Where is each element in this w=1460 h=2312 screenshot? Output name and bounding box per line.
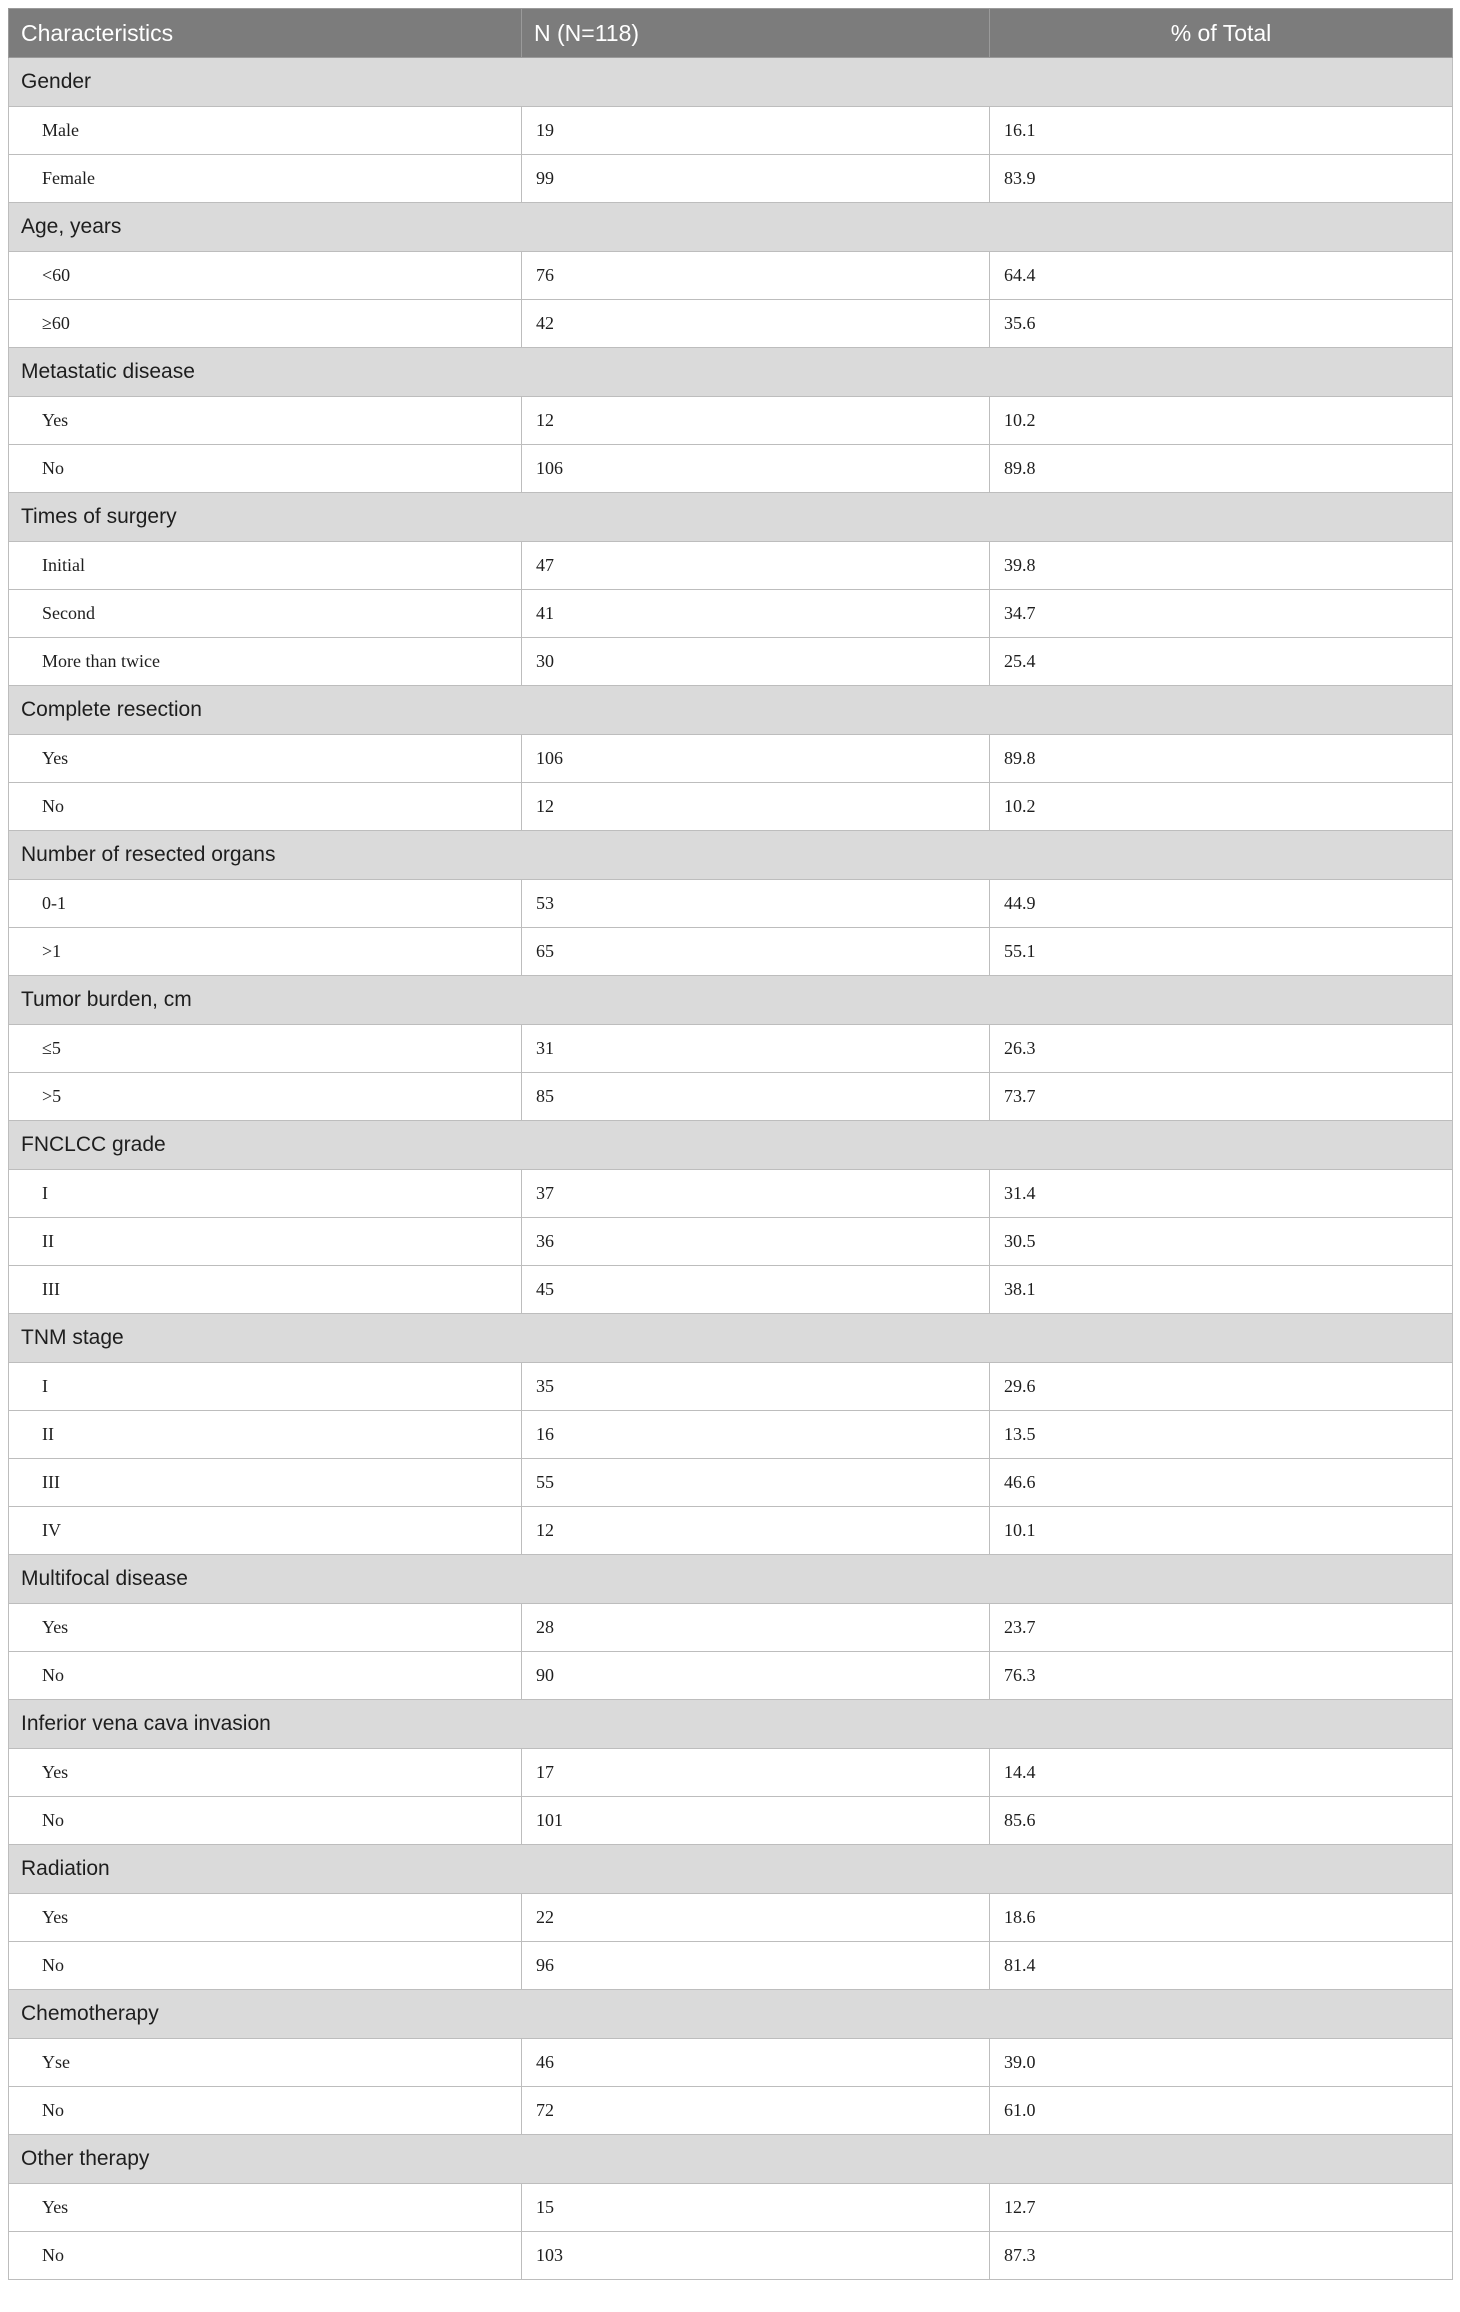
row-label: Yes bbox=[9, 735, 522, 783]
row-percent-value: 39.0 bbox=[990, 2039, 1453, 2087]
table-row bbox=[9, 1652, 1453, 1700]
table-row bbox=[9, 1942, 1453, 1990]
section-title: Number of resected organs bbox=[9, 831, 1453, 880]
table-body bbox=[9, 58, 1453, 2280]
row-label: No bbox=[9, 783, 522, 831]
row-n-value: 42 bbox=[522, 300, 990, 348]
row-label: Yse bbox=[9, 2039, 522, 2087]
row-percent-value: 46.6 bbox=[990, 1459, 1453, 1507]
table-row bbox=[9, 2039, 1453, 2087]
row-percent-value: 38.1 bbox=[990, 1266, 1453, 1314]
row-n-value: 28 bbox=[522, 1604, 990, 1652]
row-n-value: 55 bbox=[522, 1459, 990, 1507]
row-label: II bbox=[9, 1411, 522, 1459]
header-row bbox=[9, 9, 1453, 58]
row-percent-value: 16.1 bbox=[990, 107, 1453, 155]
row-label: More than twice bbox=[9, 638, 522, 686]
table-row bbox=[9, 1507, 1453, 1555]
row-n-value: 106 bbox=[522, 735, 990, 783]
row-label: IV bbox=[9, 1507, 522, 1555]
row-n-value: 47 bbox=[522, 542, 990, 590]
row-label: Yes bbox=[9, 2184, 522, 2232]
section-title: Gender bbox=[9, 58, 1453, 107]
row-n-value: 76 bbox=[522, 252, 990, 300]
table-row bbox=[9, 1797, 1453, 1845]
header-characteristics: Characteristics bbox=[9, 9, 522, 58]
table-row bbox=[9, 2184, 1453, 2232]
table-row bbox=[9, 445, 1453, 493]
row-n-value: 19 bbox=[522, 107, 990, 155]
section-row bbox=[9, 58, 1453, 107]
row-percent-value: 87.3 bbox=[990, 2232, 1453, 2280]
row-n-value: 31 bbox=[522, 1025, 990, 1073]
section-row bbox=[9, 976, 1453, 1025]
table-row bbox=[9, 1170, 1453, 1218]
row-percent-value: 25.4 bbox=[990, 638, 1453, 686]
section-row bbox=[9, 493, 1453, 542]
table-row bbox=[9, 1459, 1453, 1507]
table-row bbox=[9, 638, 1453, 686]
table-row bbox=[9, 880, 1453, 928]
row-n-value: 41 bbox=[522, 590, 990, 638]
section-title: FNCLCC grade bbox=[9, 1121, 1453, 1170]
table-row bbox=[9, 542, 1453, 590]
row-percent-value: 61.0 bbox=[990, 2087, 1453, 2135]
table-row bbox=[9, 2232, 1453, 2280]
characteristics-table bbox=[8, 8, 1453, 2280]
row-label: Yes bbox=[9, 1894, 522, 1942]
row-label: Yes bbox=[9, 397, 522, 445]
section-row bbox=[9, 348, 1453, 397]
row-label: III bbox=[9, 1266, 522, 1314]
row-percent-value: 18.6 bbox=[990, 1894, 1453, 1942]
row-label: >5 bbox=[9, 1073, 522, 1121]
row-percent-value: 12.7 bbox=[990, 2184, 1453, 2232]
row-n-value: 96 bbox=[522, 1942, 990, 1990]
table-row bbox=[9, 783, 1453, 831]
row-n-value: 101 bbox=[522, 1797, 990, 1845]
row-label: >1 bbox=[9, 928, 522, 976]
row-label: Male bbox=[9, 107, 522, 155]
row-n-value: 36 bbox=[522, 1218, 990, 1266]
section-title: Inferior vena cava invasion bbox=[9, 1700, 1453, 1749]
row-label: No bbox=[9, 1942, 522, 1990]
table-row bbox=[9, 397, 1453, 445]
row-percent-value: 29.6 bbox=[990, 1363, 1453, 1411]
section-row bbox=[9, 1990, 1453, 2039]
table-row bbox=[9, 1073, 1453, 1121]
table-row bbox=[9, 1266, 1453, 1314]
row-n-value: 106 bbox=[522, 445, 990, 493]
section-title: Metastatic disease bbox=[9, 348, 1453, 397]
section-title: Age, years bbox=[9, 203, 1453, 252]
row-n-value: 12 bbox=[522, 783, 990, 831]
table-row bbox=[9, 252, 1453, 300]
table-row bbox=[9, 107, 1453, 155]
row-percent-value: 10.1 bbox=[990, 1507, 1453, 1555]
row-label: No bbox=[9, 1652, 522, 1700]
table-row bbox=[9, 155, 1453, 203]
row-n-value: 85 bbox=[522, 1073, 990, 1121]
row-n-value: 45 bbox=[522, 1266, 990, 1314]
row-label: Female bbox=[9, 155, 522, 203]
row-percent-value: 13.5 bbox=[990, 1411, 1453, 1459]
row-percent-value: 31.4 bbox=[990, 1170, 1453, 1218]
section-row bbox=[9, 203, 1453, 252]
section-row bbox=[9, 1555, 1453, 1604]
section-title: Tumor burden, cm bbox=[9, 976, 1453, 1025]
row-n-value: 65 bbox=[522, 928, 990, 976]
row-n-value: 72 bbox=[522, 2087, 990, 2135]
characteristics-table-container bbox=[8, 8, 1452, 2280]
section-row bbox=[9, 1845, 1453, 1894]
row-percent-value: 73.7 bbox=[990, 1073, 1453, 1121]
section-row bbox=[9, 1700, 1453, 1749]
table-row bbox=[9, 590, 1453, 638]
section-title: Chemotherapy bbox=[9, 1990, 1453, 2039]
row-percent-value: 39.8 bbox=[990, 542, 1453, 590]
row-label: Second bbox=[9, 590, 522, 638]
section-title: Times of surgery bbox=[9, 493, 1453, 542]
row-label: Yes bbox=[9, 1604, 522, 1652]
row-n-value: 16 bbox=[522, 1411, 990, 1459]
table-row bbox=[9, 2087, 1453, 2135]
row-label: ≥60 bbox=[9, 300, 522, 348]
row-label: I bbox=[9, 1363, 522, 1411]
row-n-value: 17 bbox=[522, 1749, 990, 1797]
row-n-value: 46 bbox=[522, 2039, 990, 2087]
row-n-value: 90 bbox=[522, 1652, 990, 1700]
row-n-value: 30 bbox=[522, 638, 990, 686]
table-header bbox=[9, 9, 1453, 58]
row-percent-value: 30.5 bbox=[990, 1218, 1453, 1266]
row-n-value: 103 bbox=[522, 2232, 990, 2280]
section-title: Complete resection bbox=[9, 686, 1453, 735]
row-percent-value: 76.3 bbox=[990, 1652, 1453, 1700]
row-percent-value: 89.8 bbox=[990, 735, 1453, 783]
row-percent-value: 14.4 bbox=[990, 1749, 1453, 1797]
row-n-value: 99 bbox=[522, 155, 990, 203]
row-percent-value: 89.8 bbox=[990, 445, 1453, 493]
table-row bbox=[9, 300, 1453, 348]
table-row bbox=[9, 1604, 1453, 1652]
row-label: No bbox=[9, 2232, 522, 2280]
table-row bbox=[9, 735, 1453, 783]
table-row bbox=[9, 1411, 1453, 1459]
section-title: TNM stage bbox=[9, 1314, 1453, 1363]
row-n-value: 37 bbox=[522, 1170, 990, 1218]
row-percent-value: 10.2 bbox=[990, 783, 1453, 831]
row-n-value: 35 bbox=[522, 1363, 990, 1411]
row-percent-value: 81.4 bbox=[990, 1942, 1453, 1990]
row-label: No bbox=[9, 445, 522, 493]
section-title: Multifocal disease bbox=[9, 1555, 1453, 1604]
row-n-value: 12 bbox=[522, 1507, 990, 1555]
table-row bbox=[9, 928, 1453, 976]
row-label: No bbox=[9, 2087, 522, 2135]
section-row bbox=[9, 1121, 1453, 1170]
row-label: II bbox=[9, 1218, 522, 1266]
section-title: Other therapy bbox=[9, 2135, 1453, 2184]
section-row bbox=[9, 831, 1453, 880]
row-label: III bbox=[9, 1459, 522, 1507]
row-label: 0-1 bbox=[9, 880, 522, 928]
table-row bbox=[9, 1894, 1453, 1942]
row-n-value: 15 bbox=[522, 2184, 990, 2232]
section-row bbox=[9, 1314, 1453, 1363]
table-row bbox=[9, 1218, 1453, 1266]
row-label: Initial bbox=[9, 542, 522, 590]
header-n: N (N=118) bbox=[522, 9, 990, 58]
row-percent-value: 55.1 bbox=[990, 928, 1453, 976]
row-percent-value: 64.4 bbox=[990, 252, 1453, 300]
row-percent-value: 83.9 bbox=[990, 155, 1453, 203]
row-percent-value: 35.6 bbox=[990, 300, 1453, 348]
row-n-value: 53 bbox=[522, 880, 990, 928]
section-title: Radiation bbox=[9, 1845, 1453, 1894]
table-row bbox=[9, 1749, 1453, 1797]
section-row bbox=[9, 686, 1453, 735]
row-percent-value: 10.2 bbox=[990, 397, 1453, 445]
row-percent-value: 23.7 bbox=[990, 1604, 1453, 1652]
row-label: No bbox=[9, 1797, 522, 1845]
row-label: Yes bbox=[9, 1749, 522, 1797]
row-n-value: 12 bbox=[522, 397, 990, 445]
row-label: <60 bbox=[9, 252, 522, 300]
row-percent-value: 44.9 bbox=[990, 880, 1453, 928]
row-n-value: 22 bbox=[522, 1894, 990, 1942]
table-row bbox=[9, 1363, 1453, 1411]
row-percent-value: 26.3 bbox=[990, 1025, 1453, 1073]
header-percent: % of Total bbox=[990, 9, 1453, 58]
section-row bbox=[9, 2135, 1453, 2184]
row-percent-value: 34.7 bbox=[990, 590, 1453, 638]
row-label: ≤5 bbox=[9, 1025, 522, 1073]
row-percent-value: 85.6 bbox=[990, 1797, 1453, 1845]
table-row bbox=[9, 1025, 1453, 1073]
row-label: I bbox=[9, 1170, 522, 1218]
